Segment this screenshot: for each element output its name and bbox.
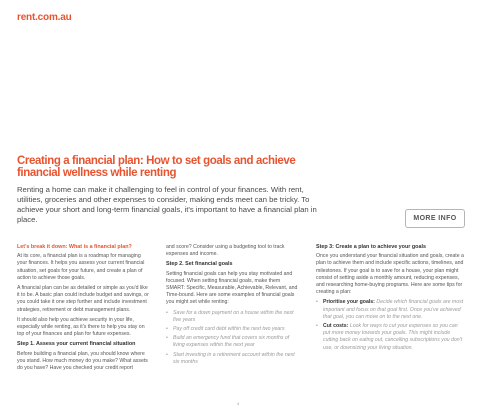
paragraph: and score? Consider using a budgeting tool to track expenses and income. <box>166 244 285 258</box>
paragraph: Once you understand your financial situation and goals, create a plan to achieve them and include specific actions, timelines, and milestones. If your goal is to save for a house, your plan might consist of setting aside a monthly amount, reducing expenses, and researching home-buying programs. Here are some tips for creating a plan: <box>316 253 464 296</box>
paragraph: Before building a financial plan, you should know where you stand. How much money do you make? What assets do you have? Have you checked your credit report <box>17 350 148 372</box>
article-headline: Creating a financial plan: How to set goals and achieve financial wellness while renting <box>17 155 296 179</box>
step-3-heading: Step 3: Create a plan to achieve your goals <box>316 244 426 250</box>
tip-text: Look for ways to cut your expenses so you can put more money towards your goals. This might include cutting back on eating out, cancelling subscriptions you don't use, or downsizing your living situation. <box>323 323 463 351</box>
list-item: • Save for a down payment on a house within the next five years <box>166 310 299 324</box>
tip-text: Decide which financial goals are most important and focus on that goal first. Once you've achieved that goal, you can move on to the next one. <box>323 299 464 320</box>
goal-examples-list <box>166 310 299 366</box>
paragraph: A financial plan can be as detailed or simple as you'd like it to be. A basic plan could include budget and savings, or you could take it one step further and include investment strategies, retirement or debt management plans. <box>17 285 149 313</box>
list-item: • Pay off credit card debt within the next two years <box>166 326 299 333</box>
column-1 <box>17 244 150 375</box>
column-3 <box>316 244 464 355</box>
list-item <box>316 323 464 352</box>
article-intro: Renting a home can make it challenging to feel in control of your finances. With rent, utilities, groceries and other expenses to consider, making ends meet can be tricky. To achieve your short and long-term financial goals, it's important to have a financial plan in place. <box>17 185 317 224</box>
list-item: • Start investing in a retirement account within the next six months <box>166 352 299 366</box>
column-2 <box>166 244 299 369</box>
step-2-heading: Step 2. Set financial goals <box>166 261 233 268</box>
list-item: • Build an emergency fund that covers six months of living expenses within the next year <box>166 335 299 349</box>
paragraph: It should also help you achieve security in your life, especially while renting, as it's there to help you stay on top of your finances and plan for future expenses. <box>17 316 145 338</box>
tip-lead: Prioritise your goals: <box>323 299 375 306</box>
list-item <box>316 299 464 321</box>
tip-lead: Cut costs: <box>323 323 349 330</box>
brand-logo[interactable]: rent.com.au <box>17 12 72 23</box>
paragraph: At its core, a financial plan is a roadmap for managing your finances. It helps you assess your current financial situation, set goals for your future, and create a plan of action to achieve those goals. <box>17 253 145 281</box>
tips-list <box>316 299 464 351</box>
page-number: 4 <box>237 401 240 406</box>
section-heading: Let's break it down: What is a financial plan? <box>17 244 132 250</box>
more-info-button[interactable]: MORE INFO <box>405 209 465 228</box>
step-1-heading: Step 1. Assess your current financial situation <box>17 341 136 348</box>
paragraph: Setting financial goals can help you stay motivated and focused. When setting financial goals, make them SMART: Specific, Measurable, Achievable, Relevant, and Time-bound. Here are some examples of financial goals you might set while renting: <box>166 270 298 306</box>
